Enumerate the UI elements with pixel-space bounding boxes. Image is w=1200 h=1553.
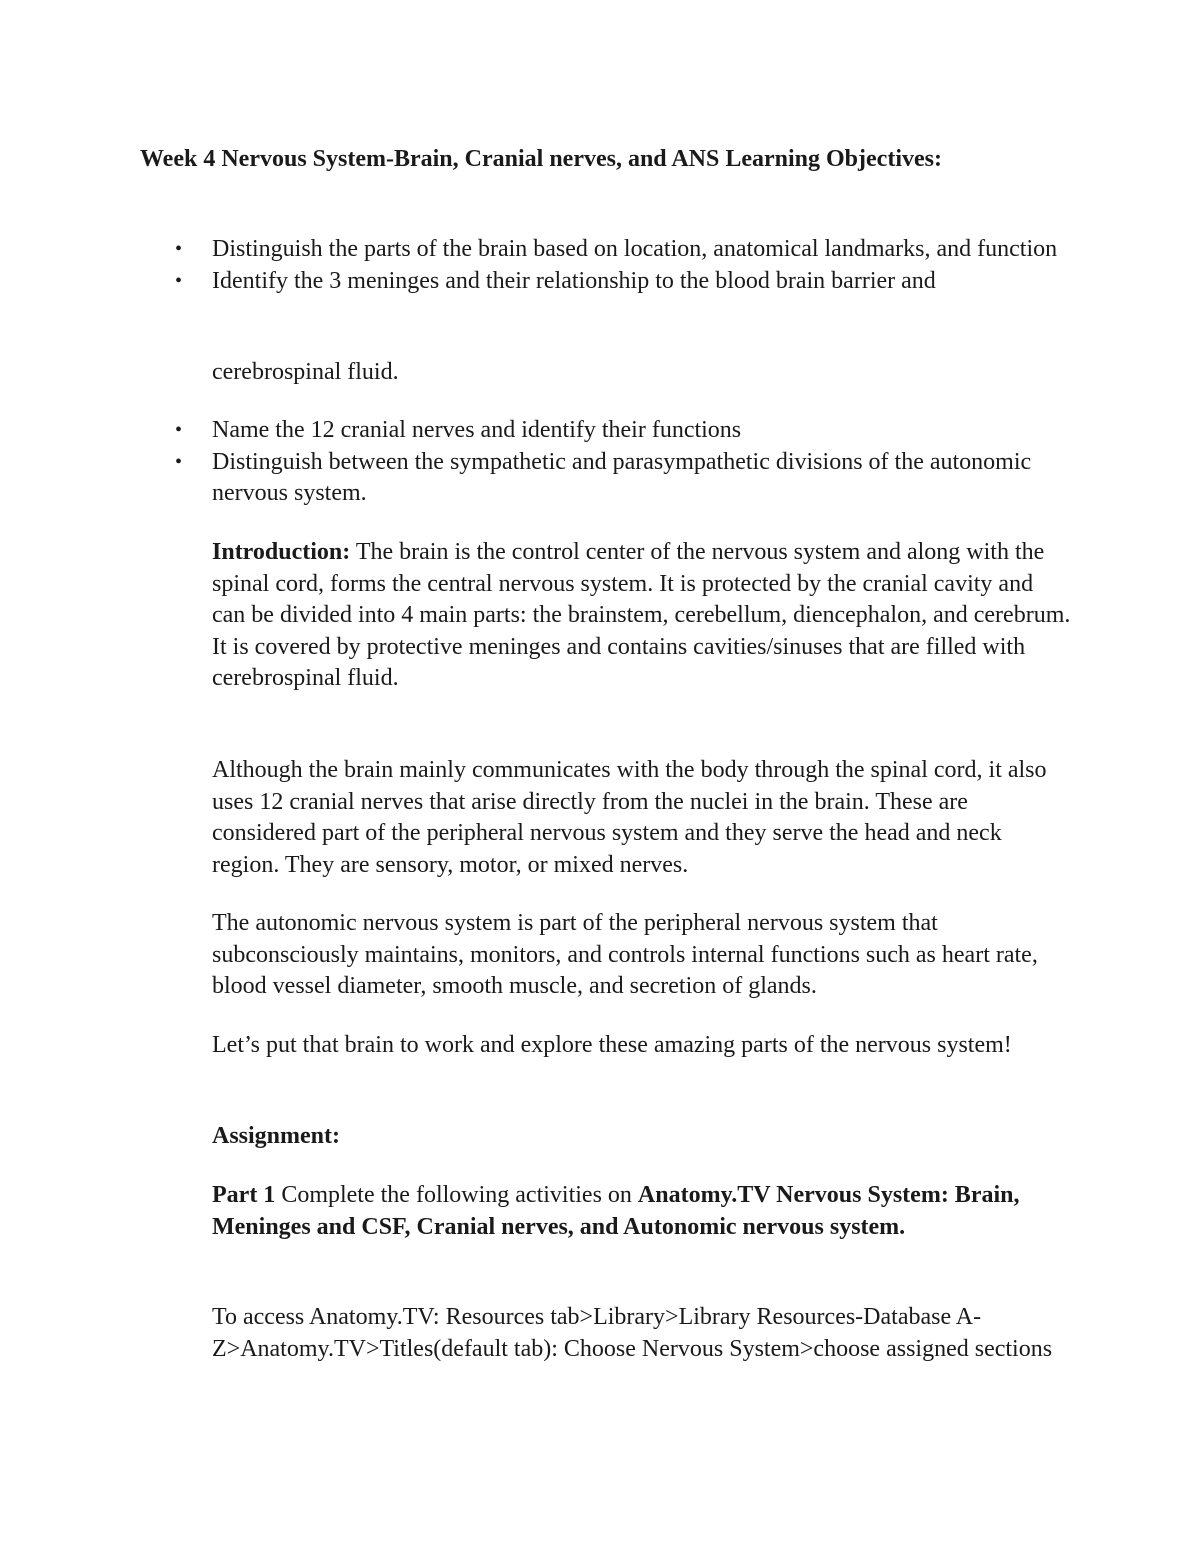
closing-paragraph: Let’s put that brain to work and explore these amazing parts of the nervous system! — [212, 1032, 1012, 1058]
bullet-icon: • — [175, 238, 183, 260]
cranial-nerves-paragraph: Although the brain mainly communicates with the body through the spinal cord, it also uses 12 cranial nerves that arise directly from the nuclei in the brain. These are considered part of the peripheral nervous system and they serve the head and neck region. They are sensory, motor, or mixed nerves. — [212, 757, 1047, 878]
bullet-icon: • — [175, 450, 183, 473]
objective-text: Distinguish between the sympathetic and parasympathetic divisions of the autonomic nervous system. — [212, 448, 1032, 506]
bullet-icon: • — [175, 269, 183, 292]
objective-text: Distinguish the parts of the brain based on location, anatomical landmarks, and function — [212, 236, 1058, 262]
introduction-text: The brain is the control center of the nervous system and along with the spinal cord, forms the central nervous system. It is protected by the cranial cavity and can be divided into 4 main parts: the brainstem, cerebellum, diencephalon, and cerebrum. It is covered by protective meninges and contains cavities/sinuses that are filled with cerebrospinal fluid. — [212, 539, 1071, 691]
part1-bold-text: Anatomy.TV Nervous System: Brain, Meninges and CSF, Cranial nerves, and Autonomic nervous system. — [212, 1182, 1020, 1240]
part1-text: Complete the following activities on — [275, 1182, 638, 1208]
autonomic-paragraph: The autonomic nervous system is part of the peripheral nervous system that subconsciously maintains, monitors, and controls internal functions such as heart rate, blood vessel diameter, smooth muscle, and secretion of glands. — [212, 910, 1038, 999]
page-title: Week 4 Nervous System-Brain, Cranial nerves, and ANS Learning Objectives: — [140, 146, 942, 172]
objective-continuation: cerebrospinal fluid. — [212, 359, 399, 385]
objectives-list-continued — [140, 415, 1060, 510]
part1-label: Part 1 — [212, 1182, 276, 1208]
list-item — [140, 415, 1060, 447]
objective-text: Name the 12 cranial nerves and identify their functions — [212, 417, 742, 443]
assignment-heading: Assignment: — [212, 1123, 341, 1149]
objective-text: Identify the 3 meninges and their relationship to the blood brain barrier and — [212, 267, 936, 294]
part1-paragraph — [212, 1180, 1072, 1243]
introduction-label: Introduction: — [212, 539, 351, 565]
access-instructions: To access Anatomy.TV: Resources tab>Library>Library Resources-Database A- Z>Anatomy.TV>Titles(default tab): Choose Nervous System>choose assigned sections — [212, 1304, 1053, 1362]
introduction-paragraph — [212, 537, 1072, 695]
list-item — [140, 266, 1060, 298]
bullet-icon: • — [175, 419, 183, 441]
list-item — [140, 447, 1060, 510]
objectives-list — [140, 234, 1060, 297]
list-item — [140, 234, 1060, 266]
